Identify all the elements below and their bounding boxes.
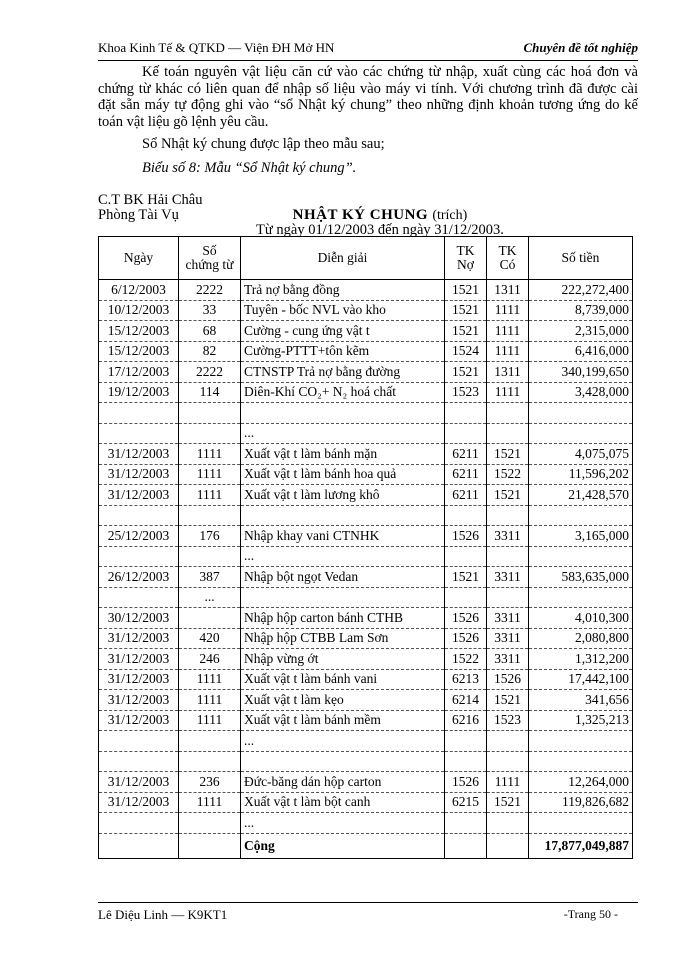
table-header-row [99,237,633,280]
cell-voucher [179,731,241,752]
cell-amount: 340,199,650 [529,362,633,383]
cell-debit: 1521 [445,300,487,321]
cell-date [99,546,179,567]
cell-date: 17/12/2003 [99,362,179,383]
cell-credit [487,813,529,834]
cell-debit [445,403,487,424]
cell-voucher: 82 [179,341,241,362]
cell-credit [487,546,529,567]
body-text [98,64,638,176]
table-row [99,300,633,321]
cell-credit: 1523 [487,710,529,731]
cell-description: CTNSTP Trả nợ bằng đường [241,362,445,383]
cell-date [99,813,179,834]
cell-date [99,587,179,608]
cell-voucher: 2222 [179,362,241,383]
cell-amount [529,813,633,834]
table-row [99,751,633,772]
col-debit-account: TK Nợ [445,237,487,280]
cell-amount: 222,272,400 [529,280,633,301]
cell-credit: 1522 [487,464,529,485]
cell-debit: 1526 [445,608,487,629]
cell-voucher: 387 [179,567,241,588]
cell-amount: 8,739,000 [529,300,633,321]
cell-credit: 1111 [487,772,529,793]
cell-debit: 1521 [445,567,487,588]
cell-voucher [179,403,241,424]
cell-description: Nhập hộp CTBB Lam Sơn [241,628,445,649]
cell-amount [529,587,633,608]
cell-amount: 3,165,000 [529,526,633,547]
cell-description: Xuất vật t làm bánh vani [241,669,445,690]
cell-description: Nhập vừng ớt [241,649,445,670]
cell-credit: 1111 [487,321,529,342]
cell-voucher [179,546,241,567]
table-row [99,813,633,834]
cell-description: ... [241,546,445,567]
table-row [99,280,633,301]
cell-description: Xuất vật t làm bột canh [241,792,445,813]
total-amount: 17,877,049,887 [529,833,633,858]
cell-voucher: 236 [179,772,241,793]
cell-credit: 1111 [487,300,529,321]
cell-amount: 1,312,200 [529,649,633,670]
cell-amount [529,751,633,772]
cell-credit: 1521 [487,792,529,813]
journal-title [230,207,530,237]
cell-date: 31/12/2003 [99,649,179,670]
cell-voucher: 33 [179,300,241,321]
header-doc-type: Chuyên đề tốt nghiệp [523,40,638,55]
cell-description: Diên-Khí CO₂+ N₂ hoá chất [241,382,445,403]
cell-credit: 3311 [487,608,529,629]
col-date: Ngày [99,237,179,280]
cell-date: 6/12/2003 [99,280,179,301]
cell-amount: 119,826,682 [529,792,633,813]
cell-debit: 6215 [445,792,487,813]
table-row [99,587,633,608]
cell-voucher [179,423,241,444]
cell-amount: 3,428,000 [529,382,633,403]
company-name: C.T BK Hải Châu [98,192,203,208]
cell-description: Xuất vật t làm kẹo [241,690,445,711]
cell-debit [445,546,487,567]
cell-credit: 3311 [487,526,529,547]
title-suffix: (trích) [432,208,468,223]
table-row [99,546,633,567]
col-amount: Số tiền [529,237,633,280]
cell-credit: 1111 [487,341,529,362]
cell-debit: 6213 [445,669,487,690]
table-row [99,362,633,383]
cell-voucher: 1111 [179,669,241,690]
cell-description: Trả nợ bằng đồng [241,280,445,301]
cell-debit [445,731,487,752]
cell-credit: 1526 [487,669,529,690]
cell-debit: 1522 [445,649,487,670]
cell-credit [487,403,529,424]
cell-debit [445,423,487,444]
cell-date: 31/12/2003 [99,690,179,711]
cell-debit: 1526 [445,628,487,649]
cell-date: 15/12/2003 [99,321,179,342]
cell-voucher: 246 [179,649,241,670]
department-name: Phòng Tài Vụ [98,207,179,223]
cell-voucher: 1111 [179,485,241,506]
cell-voucher [179,813,241,834]
cell-date [99,505,179,526]
table-row [99,567,633,588]
page-number: -Trang 50 - [563,907,618,921]
cell-credit [487,751,529,772]
cell-description: ... [241,813,445,834]
table-row [99,485,633,506]
cell-date: 31/12/2003 [99,772,179,793]
cell-credit: 1521 [487,690,529,711]
table-row [99,464,633,485]
table-row [99,505,633,526]
cell-voucher: 1111 [179,464,241,485]
intro-paragraph: Kế toán nguyên vật liệu căn cứ vào các chứng từ nhập, xuất cùng các hoá đơn và chứng từ khác có liên quan để nhập số liệu vào máy vi tính. Với chương trình đã được cài đặt sẵn máy tự động ghi vào “sổ Nhật ký chung” theo những định khoản tương ứng do kế toán vật liệu gõ lệnh yêu cầu. [98,64,638,130]
cell-description: Tuyên - bốc NVL vào kho [241,300,445,321]
cell-credit [487,423,529,444]
table-row [99,403,633,424]
cell-date: 31/12/2003 [99,669,179,690]
cell-date: 25/12/2003 [99,526,179,547]
cell-description: Đức-băng dán hộp carton [241,772,445,793]
cell-debit: 6214 [445,690,487,711]
cell-amount: 6,416,000 [529,341,633,362]
title-period: Từ ngày 01/12/2003 đến ngày 31/12/2003. [256,222,504,238]
cell-amount: 12,264,000 [529,772,633,793]
cell-voucher: 114 [179,382,241,403]
table-row [99,444,633,465]
table-row [99,382,633,403]
cell-date: 31/12/2003 [99,628,179,649]
page-header [98,38,638,61]
col-credit-account: TK Có [487,237,529,280]
cell-debit: 1526 [445,772,487,793]
cell-amount: 4,010,300 [529,608,633,629]
cell-debit: 1523 [445,382,487,403]
cell-debit: 6211 [445,444,487,465]
table-row [99,669,633,690]
cell-date: 30/12/2003 [99,608,179,629]
cell-credit [487,587,529,608]
cell-credit [487,731,529,752]
table-row [99,628,633,649]
table-row [99,792,633,813]
cell-description: Nhập khay vani CTNHK [241,526,445,547]
cell-amount [529,546,633,567]
cell-voucher: 420 [179,628,241,649]
cell-debit: 6211 [445,485,487,506]
cell-description: Cường - cung ứng vật t [241,321,445,342]
table-row [99,772,633,793]
cell-voucher: 1111 [179,792,241,813]
cell-amount [529,403,633,424]
cell-date: 31/12/2003 [99,444,179,465]
cell-date: 31/12/2003 [99,792,179,813]
cell-description: Cường-PTTT+tôn kẽm [241,341,445,362]
cell-description [241,587,445,608]
cell-voucher: ... [179,587,241,608]
cell-amount: 583,635,000 [529,567,633,588]
total-label: Cộng [241,833,445,858]
cell-amount: 17,442,100 [529,669,633,690]
cell-voucher [179,608,241,629]
table-row [99,321,633,342]
cell-voucher [179,751,241,772]
cell-date: 15/12/2003 [99,341,179,362]
cell-description: Xuất vật t làm bánh mặn [241,444,445,465]
cell-voucher: 1111 [179,690,241,711]
organization-block [98,193,202,223]
cell-debit: 1521 [445,362,487,383]
table-row [99,690,633,711]
cell-date: 10/12/2003 [99,300,179,321]
total-row [99,833,633,858]
cell-description: ... [241,423,445,444]
table-row [99,649,633,670]
table-row [99,608,633,629]
cell-description [241,751,445,772]
cell-credit [487,505,529,526]
cell-credit: 3311 [487,567,529,588]
cell-amount: 21,428,570 [529,485,633,506]
cell-date: 26/12/2003 [99,567,179,588]
cell-debit [445,751,487,772]
cell-date [99,403,179,424]
cell-debit [445,587,487,608]
cell-debit: 1524 [445,341,487,362]
cell-date: 31/12/2003 [99,710,179,731]
cell-credit: 3311 [487,649,529,670]
cell-description: Xuất vật t làm lương khô [241,485,445,506]
cell-credit: 1311 [487,280,529,301]
cell-debit [445,813,487,834]
cell-voucher: 1111 [179,444,241,465]
form-intro: Sổ Nhật ký chung được lập theo mẫu sau; [142,136,385,152]
cell-debit: 1521 [445,280,487,301]
journal-body [99,280,633,834]
cell-amount [529,423,633,444]
cell-amount: 341,656 [529,690,633,711]
cell-voucher: 176 [179,526,241,547]
cell-debit: 6211 [445,464,487,485]
cell-credit: 1111 [487,382,529,403]
cell-amount: 2,080,800 [529,628,633,649]
title-main: NHẬT KÝ CHUNG [292,207,429,223]
cell-amount: 1,325,213 [529,710,633,731]
cell-credit: 3311 [487,628,529,649]
cell-voucher: 2222 [179,280,241,301]
page-footer [98,902,638,922]
form-caption: Biểu số 8: Mẫu “Sổ Nhật ký chung”. [142,159,357,176]
cell-debit: 1521 [445,321,487,342]
cell-date: 31/12/2003 [99,485,179,506]
cell-debit: 1526 [445,526,487,547]
table-row [99,526,633,547]
cell-debit [445,505,487,526]
cell-description: Nhập bột ngọt Vedan [241,567,445,588]
cell-date: 19/12/2003 [99,382,179,403]
cell-credit: 1521 [487,485,529,506]
cell-voucher: 68 [179,321,241,342]
cell-amount [529,505,633,526]
footer-author: Lê Diệu Linh — K9KT1 [98,907,228,922]
cell-description: Xuất vật t làm bánh mềm [241,710,445,731]
header-faculty: Khoa Kinh Tế & QTKD — Viện ĐH Mở HN [98,40,335,55]
cell-voucher [179,505,241,526]
table-row [99,341,633,362]
table-row [99,731,633,752]
cell-description: Xuất vật t làm bánh hoa quả [241,464,445,485]
cell-date [99,751,179,772]
col-voucher: Số chứng từ [179,237,241,280]
cell-amount: 2,315,000 [529,321,633,342]
cell-credit: 1311 [487,362,529,383]
cell-amount [529,731,633,752]
cell-date: 31/12/2003 [99,464,179,485]
col-description: Diễn giải [241,237,445,280]
cell-description [241,403,445,424]
cell-credit: 1521 [487,444,529,465]
journal-table [98,236,633,859]
cell-description: ... [241,731,445,752]
cell-amount: 11,596,202 [529,464,633,485]
cell-amount: 4,075,075 [529,444,633,465]
table-row [99,423,633,444]
cell-description: Nhập hộp carton bánh CTHB [241,608,445,629]
cell-date [99,423,179,444]
cell-debit: 6216 [445,710,487,731]
cell-description [241,505,445,526]
cell-date [99,731,179,752]
table-row [99,710,633,731]
cell-voucher: 1111 [179,710,241,731]
